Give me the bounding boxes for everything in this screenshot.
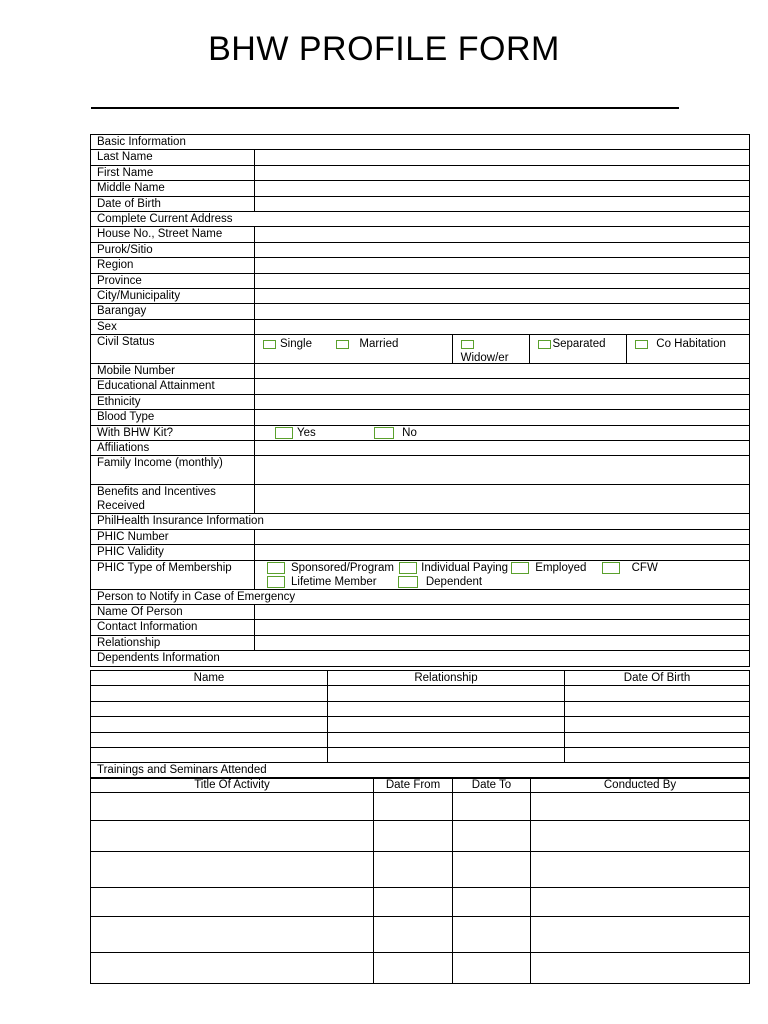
widow-label: Widow/er bbox=[460, 352, 509, 364]
section-address: Complete Current Address bbox=[91, 211, 750, 226]
training-to-cell[interactable] bbox=[453, 852, 531, 888]
cfw-label: CFW bbox=[631, 561, 658, 574]
dob-label: Date of Birth bbox=[91, 196, 255, 211]
training-to-cell[interactable] bbox=[453, 917, 531, 953]
income-field[interactable] bbox=[255, 456, 750, 485]
dependent-dob-cell[interactable] bbox=[565, 717, 750, 732]
mobile-label: Mobile Number bbox=[91, 364, 255, 379]
dependent-dob-cell[interactable] bbox=[565, 732, 750, 747]
province-field[interactable] bbox=[255, 273, 750, 288]
last-name-label: Last Name bbox=[91, 150, 255, 165]
form-title: BHW PROFILE FORM bbox=[208, 30, 560, 68]
kit-yes-label: Yes bbox=[297, 426, 316, 439]
name-of-person-label: Name Of Person bbox=[91, 604, 255, 619]
dependent-relationship-cell[interactable] bbox=[328, 701, 565, 716]
region-field[interactable] bbox=[255, 258, 750, 273]
barangay-field[interactable] bbox=[255, 304, 750, 319]
first-name-label: First Name bbox=[91, 165, 255, 180]
sex-field[interactable] bbox=[255, 319, 750, 334]
dependent-name-cell[interactable] bbox=[91, 732, 328, 747]
training-title-cell[interactable] bbox=[91, 888, 374, 917]
title-underline bbox=[91, 107, 679, 109]
dependent-name-cell[interactable] bbox=[91, 717, 328, 732]
single-checkbox[interactable] bbox=[263, 340, 276, 349]
dependent-label: Dependent bbox=[425, 575, 483, 588]
training-from-cell[interactable] bbox=[374, 953, 453, 984]
training-title-cell[interactable] bbox=[91, 793, 374, 821]
middle-name-label: Middle Name bbox=[91, 181, 255, 196]
phic-type-label: PHIC Type of Membership bbox=[91, 560, 255, 589]
training-from-cell[interactable] bbox=[374, 917, 453, 953]
lifetime-checkbox[interactable] bbox=[267, 576, 285, 588]
dob-field[interactable] bbox=[255, 196, 750, 211]
training-title-header: Title Of Activity bbox=[91, 778, 374, 793]
training-to-cell[interactable] bbox=[453, 821, 531, 852]
name-of-person-field[interactable] bbox=[255, 604, 750, 619]
single-label: Single bbox=[280, 338, 312, 351]
dependent-relationship-cell[interactable] bbox=[328, 732, 565, 747]
section-trainings: Trainings and Seminars Attended bbox=[91, 763, 750, 778]
training-to-cell[interactable] bbox=[453, 793, 531, 821]
education-field[interactable] bbox=[255, 379, 750, 394]
training-to-header: Date To bbox=[453, 778, 531, 793]
training-by-cell[interactable] bbox=[531, 917, 750, 953]
affiliations-label: Affiliations bbox=[91, 441, 255, 456]
training-by-cell[interactable] bbox=[531, 793, 750, 821]
widow-checkbox[interactable] bbox=[461, 340, 474, 349]
training-title-cell[interactable] bbox=[91, 917, 374, 953]
section-dependents: Dependents Information bbox=[91, 651, 750, 666]
training-by-header: Conducted By bbox=[531, 778, 750, 793]
dependent-dob-cell[interactable] bbox=[565, 701, 750, 716]
city-label: City/Municipality bbox=[91, 288, 255, 303]
dependent-dob-cell[interactable] bbox=[565, 747, 750, 762]
affiliations-field[interactable] bbox=[255, 441, 750, 456]
training-title-cell[interactable] bbox=[91, 821, 374, 852]
civil-status-label: Civil Status bbox=[91, 335, 255, 364]
phic-validity-label: PHIC Validity bbox=[91, 545, 255, 560]
training-from-cell[interactable] bbox=[374, 793, 453, 821]
separated-checkbox[interactable] bbox=[538, 340, 551, 349]
relationship-label: Relationship bbox=[91, 635, 255, 650]
training-by-cell[interactable] bbox=[531, 852, 750, 888]
dependents-relationship-header: Relationship bbox=[328, 671, 565, 686]
relationship-field[interactable] bbox=[255, 635, 750, 650]
dependent-relationship-cell[interactable] bbox=[328, 686, 565, 701]
last-name-field[interactable] bbox=[255, 150, 750, 165]
blood-type-label: Blood Type bbox=[91, 410, 255, 425]
cohabitation-checkbox[interactable] bbox=[635, 340, 648, 349]
dependent-dob-cell[interactable] bbox=[565, 686, 750, 701]
table-row bbox=[91, 821, 750, 852]
house-label: House No., Street Name bbox=[91, 227, 255, 242]
individual-checkbox[interactable] bbox=[399, 562, 417, 574]
kit-no-label: No bbox=[402, 426, 417, 439]
table-row bbox=[91, 717, 750, 732]
training-title-cell[interactable] bbox=[91, 852, 374, 888]
civil-status-options bbox=[255, 335, 750, 364]
training-title-cell[interactable] bbox=[91, 953, 374, 984]
city-field[interactable] bbox=[255, 288, 750, 303]
sex-label: Sex bbox=[91, 319, 255, 334]
region-label: Region bbox=[91, 258, 255, 273]
phic-number-field[interactable] bbox=[255, 529, 750, 544]
table-row bbox=[91, 953, 750, 984]
education-label: Educational Attainment bbox=[91, 379, 255, 394]
employed-checkbox[interactable] bbox=[511, 562, 529, 574]
kit-yes-checkbox[interactable] bbox=[275, 427, 293, 439]
mobile-field[interactable] bbox=[255, 364, 750, 379]
benefits-label: Benefits and Incentives Received bbox=[91, 485, 255, 514]
trainings-table bbox=[90, 777, 750, 984]
income-label: Family Income (monthly) bbox=[91, 456, 255, 485]
blood-type-field[interactable] bbox=[255, 410, 750, 425]
training-by-cell[interactable] bbox=[531, 953, 750, 984]
dependent-name-cell[interactable] bbox=[91, 747, 328, 762]
ethnicity-label: Ethnicity bbox=[91, 394, 255, 409]
dependent-relationship-cell[interactable] bbox=[328, 747, 565, 762]
training-from-cell[interactable] bbox=[374, 852, 453, 888]
middle-name-field[interactable] bbox=[255, 181, 750, 196]
cfw-checkbox[interactable] bbox=[602, 562, 620, 574]
table-row bbox=[91, 917, 750, 953]
section-basic-information: Basic Information bbox=[91, 135, 750, 150]
table-row bbox=[91, 793, 750, 821]
table-row bbox=[91, 732, 750, 747]
training-from-cell[interactable] bbox=[374, 821, 453, 852]
dependent-relationship-cell[interactable] bbox=[328, 717, 565, 732]
purok-field[interactable] bbox=[255, 242, 750, 257]
profile-form-table bbox=[90, 134, 750, 667]
dependents-name-header: Name bbox=[91, 671, 328, 686]
phic-validity-field[interactable] bbox=[255, 545, 750, 560]
ethnicity-field[interactable] bbox=[255, 394, 750, 409]
dependents-table bbox=[90, 670, 750, 779]
table-row bbox=[91, 852, 750, 888]
individual-label: Individual Paying bbox=[421, 561, 509, 574]
benefits-field[interactable] bbox=[255, 485, 750, 514]
dependents-dob-header: Date Of Birth bbox=[565, 671, 750, 686]
kit-no-checkbox[interactable] bbox=[374, 427, 394, 439]
section-emergency: Person to Notify in Case of Emergency bbox=[91, 589, 750, 604]
separated-label: Separated bbox=[552, 338, 606, 351]
sponsored-label: Sponsored/Program bbox=[291, 561, 394, 574]
married-checkbox[interactable] bbox=[336, 340, 349, 349]
table-row bbox=[91, 747, 750, 762]
training-from-header: Date From bbox=[374, 778, 453, 793]
training-by-cell[interactable] bbox=[531, 888, 750, 917]
employed-label: Employed bbox=[535, 561, 587, 574]
phic-type-options bbox=[255, 560, 750, 589]
training-to-cell[interactable] bbox=[453, 953, 531, 984]
house-field[interactable] bbox=[255, 227, 750, 242]
training-from-cell[interactable] bbox=[374, 888, 453, 917]
contact-label: Contact Information bbox=[91, 620, 255, 635]
table-row bbox=[91, 888, 750, 917]
bhw-kit-options bbox=[255, 425, 750, 440]
first-name-field[interactable] bbox=[255, 165, 750, 180]
province-label: Province bbox=[91, 273, 255, 288]
lifetime-label: Lifetime Member bbox=[291, 575, 377, 588]
dependent-name-cell[interactable] bbox=[91, 686, 328, 701]
dependent-name-cell[interactable] bbox=[91, 701, 328, 716]
barangay-label: Barangay bbox=[91, 304, 255, 319]
married-label: Married bbox=[359, 338, 399, 351]
contact-field[interactable] bbox=[255, 620, 750, 635]
table-row bbox=[91, 701, 750, 716]
training-to-cell[interactable] bbox=[453, 888, 531, 917]
table-row bbox=[91, 686, 750, 701]
phic-number-label: PHIC Number bbox=[91, 529, 255, 544]
cohabitation-label: Co Habitation bbox=[656, 338, 726, 351]
bhw-kit-label: With BHW Kit? bbox=[91, 425, 255, 440]
sponsored-checkbox[interactable] bbox=[267, 562, 285, 574]
purok-label: Purok/Sitio bbox=[91, 242, 255, 257]
section-philhealth: PhilHealth Insurance Information bbox=[91, 514, 750, 529]
training-by-cell[interactable] bbox=[531, 821, 750, 852]
dependent-checkbox[interactable] bbox=[398, 576, 418, 588]
